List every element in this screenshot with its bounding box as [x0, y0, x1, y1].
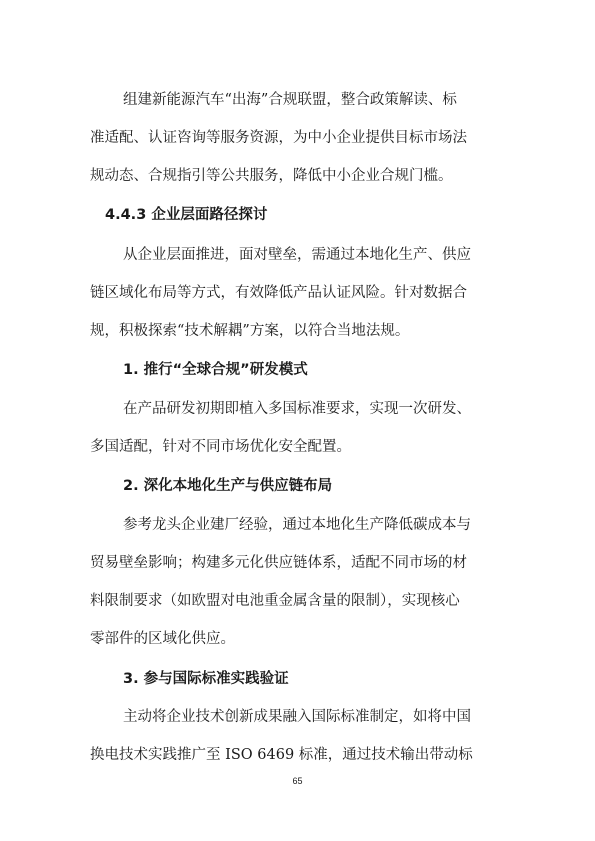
paragraph-3-line-2: 多国适配，针对不同市场优化安全配置。: [90, 439, 351, 455]
paragraph-1-line-2: 准适配、认证咨询等服务资源，为中小企业提供目标市场法: [90, 130, 467, 146]
page-number: 65: [292, 776, 303, 786]
paragraph-1-line-1: 组建新能源汽车“出海”合规联盟，整合政策解读、标: [123, 92, 457, 108]
paragraph-2-line-1: 从企业层面推进，面对壁垒，需通过本地化生产、供应: [123, 247, 471, 263]
paragraph-3-line-1: 在产品研发初期即植入多国标准要求，实现一次研发、: [123, 401, 471, 417]
section-heading: 4.4.3 企业层面路径探讨: [105, 207, 268, 223]
paragraph-4-line-2: 贸易壁垒影响；构建多元化供应链体系，适配不同市场的材: [90, 555, 467, 571]
paragraph-4-line-3: 料限制要求（如欧盟对电池重金属含量的限制），实现核心: [90, 593, 460, 609]
subheading-1: 1. 推行“全球合规”研发模式: [123, 362, 308, 378]
paragraph-5-line-1: 主动将企业技术创新成果融入国际标准制定，如将中国: [123, 709, 471, 725]
paragraph-2-line-2: 链区域化布局等方式，有效降低产品认证风险。针对数据合: [90, 285, 467, 301]
subheading-3: 3. 参与国际标准实践验证: [123, 671, 289, 687]
paragraph-4-line-1: 参考龙头企业建厂经验，通过本地化生产降低碳成本与: [123, 517, 471, 533]
paragraph-5-line-2: 换电技术实践推广至 ISO 6469 标准，通过技术输出带动标: [90, 747, 473, 763]
paragraph-1-line-3: 规动态、合规指引等公共服务，降低中小企业合规门槛。: [90, 168, 453, 184]
paragraph-4-line-4: 零部件的区域化供应。: [90, 631, 235, 647]
paragraph-2-line-3: 规，积极探索“技术解耦”方案，以符合当地法规。: [90, 323, 410, 339]
subheading-2: 2. 深化本地化生产与供应链布局: [123, 478, 333, 494]
